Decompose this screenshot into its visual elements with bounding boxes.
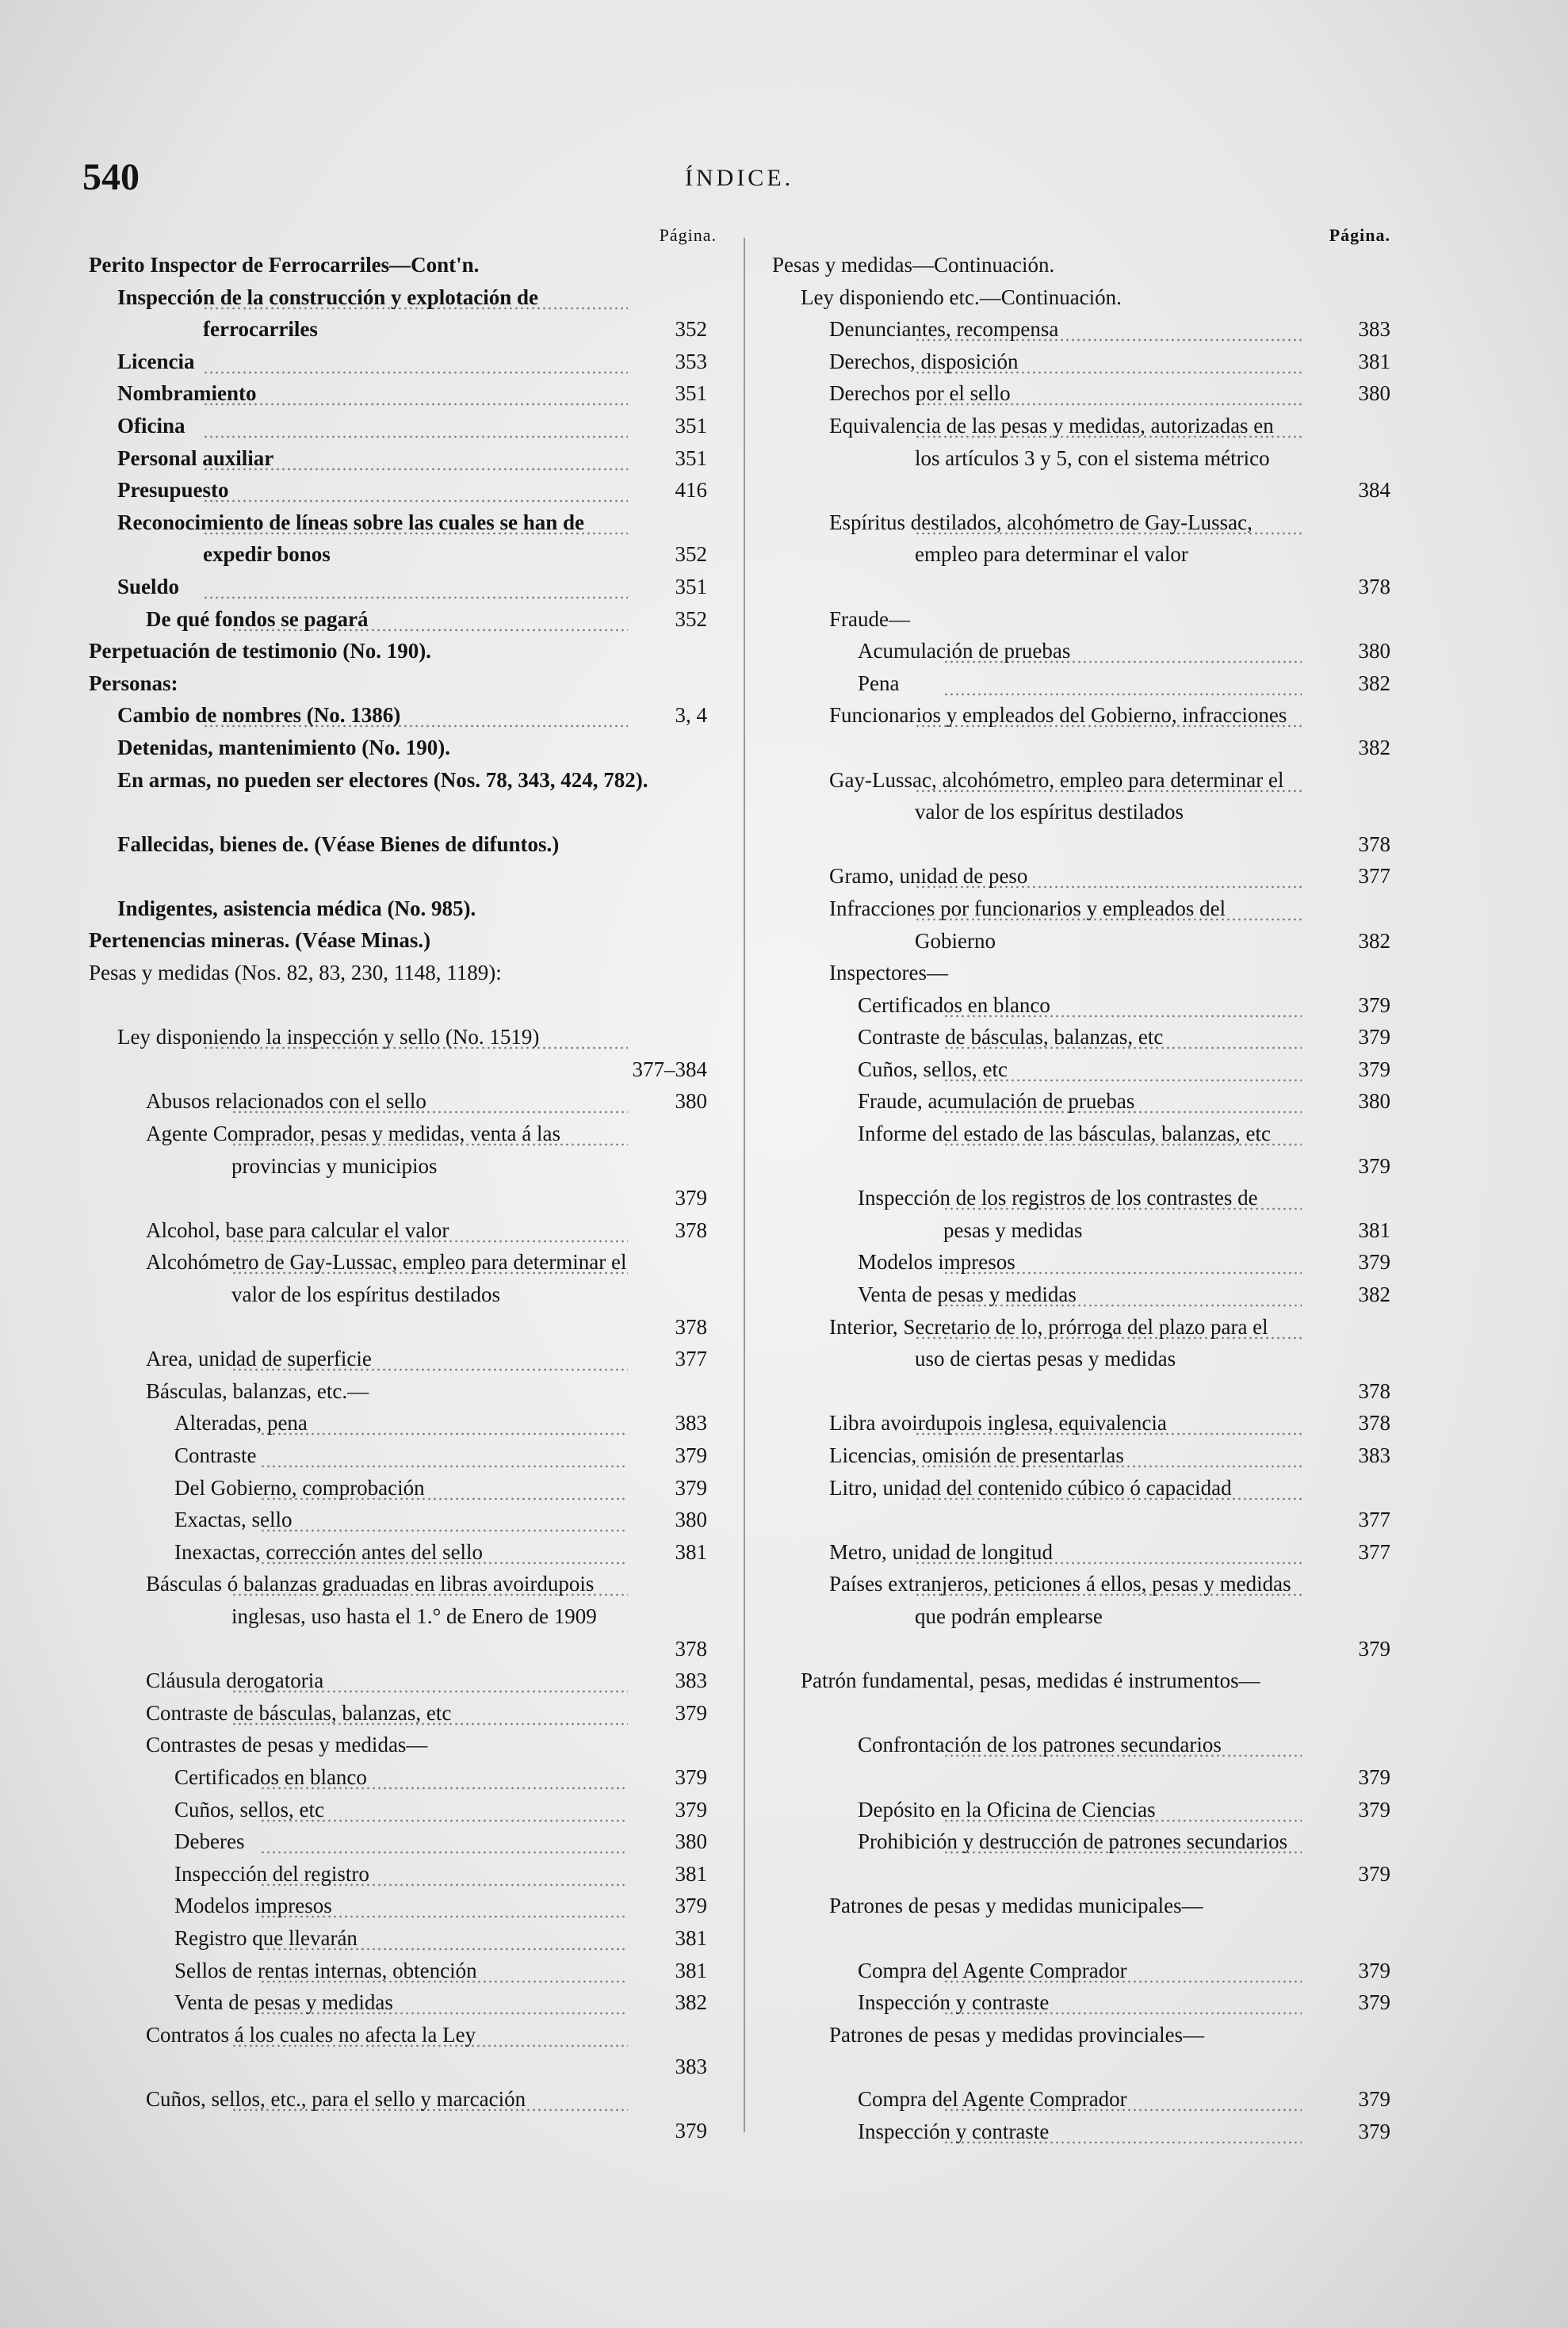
index-entry-page: 379: [1358, 1861, 1390, 1886]
index-entry: [89, 1955, 717, 1987]
index-entry-page: 379: [1358, 1797, 1390, 1821]
index-entry-text: Equivalencia de las pesas y medidas, autorizadas en los artículos 3 y 5, con el sistema métrico: [915, 410, 1302, 474]
index-entry: [89, 1890, 717, 1922]
index-entry-page: 379: [675, 1186, 707, 1210]
index-entry: [89, 1697, 717, 1730]
index-entry-text: Nombramiento: [203, 377, 628, 410]
index-entry-text: Cuños, sellos, etc: [943, 1053, 1302, 1086]
index-entry-text: Inspección de los registros de los contrastes de pesas y medidas: [943, 1182, 1302, 1246]
index-entry-text: Personas:: [89, 671, 178, 695]
index-entry: [772, 989, 1390, 1022]
index-entry-text: Indigentes, asistencia médica (No. 985).: [117, 896, 476, 920]
index-entry-page: 352: [675, 606, 707, 631]
index-entry: [89, 1085, 717, 1118]
index-entry-text: Derechos, disposición: [915, 346, 1302, 378]
index-entry-text: Derechos por el sello: [915, 377, 1302, 410]
index-entry-text: Informe del estado de las básculas, balanzas, etc: [943, 1118, 1302, 1150]
index-entry: [89, 1214, 717, 1247]
index-entry-text: Abusos relacionados con el sello: [231, 1085, 628, 1118]
index-entry-text: Certificados en blanco: [943, 989, 1302, 1022]
index-entry-text: Confrontación de los patrones secundarios: [943, 1729, 1302, 1761]
index-entry: [89, 1761, 717, 1794]
index-entry-page: 379: [675, 1700, 707, 1725]
index-entry: [89, 1986, 717, 2019]
index-entry-page: 377: [675, 1347, 707, 1371]
index-entry-page: 379: [1358, 1153, 1390, 1178]
index-entry: [89, 2019, 717, 2083]
index-entry-page: 379: [1358, 1250, 1390, 1275]
index-entry-page: 379: [675, 1475, 707, 1500]
index-entry-page: 381: [1358, 1218, 1390, 1242]
index-entry-page: 381: [1358, 349, 1390, 373]
index-entry: [89, 571, 717, 603]
index-entry-page: 379: [1358, 992, 1390, 1017]
index-entry: [89, 2083, 717, 2147]
index-entry-page: 379: [675, 1894, 707, 1918]
index-entry: [89, 346, 717, 378]
column-heading-right: Página.: [1329, 225, 1390, 245]
index-entry-page: 383: [1358, 1443, 1390, 1468]
index-entry-page: 380: [1358, 381, 1390, 406]
index-entry-page: 382: [1358, 671, 1390, 695]
index-entry-text: Patrones de pesas y medidas municipales—: [829, 1894, 1203, 1918]
index-entry: [772, 860, 1390, 893]
index-entry-page: 381: [675, 1861, 707, 1886]
index-entry-text: Espíritus destilados, alcohómetro de Gay-Lussac, empleo para determinar el valor: [915, 507, 1302, 571]
index-entry: [772, 1794, 1390, 1826]
index-entry-text: Alteradas, pena: [260, 1407, 628, 1439]
index-entry-text: Perito Inspector de Ferrocarriles—Cont'n.: [89, 253, 480, 277]
index-entry: [89, 1504, 717, 1536]
index-entry-page: 379: [675, 1764, 707, 1789]
index-entry-text: Ley disponiendo la inspección y sello (No. 1519): [203, 1021, 628, 1053]
index-entry: [89, 410, 717, 442]
page-title: ÍNDICE.: [685, 165, 794, 191]
index-entry: [772, 1311, 1390, 1408]
index-entry-text: Pesas y medidas—Continuación.: [772, 253, 1055, 277]
index-entry: [89, 1665, 717, 1697]
index-entry-page: 3, 4: [675, 703, 707, 728]
index-entry-page: 416: [675, 478, 707, 503]
index-entry-text: Inspección y contraste: [943, 1986, 1302, 2019]
index-entry-page: 380: [1358, 1089, 1390, 1114]
index-entry-text: Del Gobierno, comprobación: [260, 1472, 628, 1504]
index-entry-text: Venta de pesas y medidas: [260, 1986, 628, 2019]
index-entry-text: Contraste de básculas, balanzas, etc: [943, 1021, 1302, 1053]
index-entry: [772, 1053, 1390, 1086]
index-entry-text: Inexactas, corrección antes del sello: [260, 1536, 628, 1569]
index-entry: [89, 1375, 717, 1408]
index-entry: [772, 603, 1390, 636]
index-entry-page: 377: [1358, 1508, 1390, 1532]
column-divider: [744, 238, 745, 2132]
index-entry-text: Detenidas, mantenimiento (No. 190).: [117, 735, 450, 759]
index-entry-page: 352: [675, 317, 707, 342]
index-entry-text: Litro, unidad del contenido cúbico ó capacidad: [915, 1472, 1302, 1504]
index-entry-text: Básculas ó balanzas graduadas en libras avoirdupois inglesas, uso hasta el 1.° de Enero de 1909: [231, 1568, 628, 1632]
index-entry: [772, 764, 1390, 861]
index-entry: [89, 764, 717, 828]
page-number: 540: [82, 156, 140, 198]
index-entry-page: 380: [675, 1508, 707, 1532]
index-entry: [772, 635, 1390, 667]
index-entry-text: Denunciantes, recompensa: [915, 313, 1302, 346]
index-entry-text: Inspección y contraste: [943, 2116, 1302, 2148]
index-entry-page: 379: [1358, 1958, 1390, 1982]
index-entry-text: Países extranjeros, peticiones á ellos, pesas y medidas que podrán emplearse: [915, 1568, 1302, 1632]
index-entry: [89, 957, 717, 1021]
index-entry-text: Registro que llevarán: [260, 1922, 628, 1955]
index-entry-text: Venta de pesas y medidas: [943, 1279, 1302, 1311]
index-entry: [89, 1825, 717, 1858]
index-entry-text: Licencia: [203, 346, 628, 378]
index-entry: [772, 249, 1390, 281]
index-entry: [89, 699, 717, 732]
index-entry: [89, 1536, 717, 1569]
index-entry-page: 351: [675, 445, 707, 470]
index-entry-text: Agente Comprador, pesas y medidas, venta á las provincias y municipios: [231, 1118, 628, 1182]
index-entry: [772, 1085, 1390, 1118]
index-entry: [89, 281, 717, 346]
index-entry-page: 379: [1358, 1057, 1390, 1081]
index-entry-text: Contraste: [260, 1439, 628, 1472]
index-column-left: [89, 225, 717, 2147]
index-entry-text: Alcohol, base para calcular el valor: [231, 1214, 628, 1247]
index-entry-page: 377–384: [632, 1057, 707, 1081]
index-entry-text: Certificados en blanco: [260, 1761, 628, 1794]
index-entry-text: Infracciones por funcionarios y empleados del Gobierno: [915, 893, 1302, 957]
index-entry-page: 378: [675, 1636, 707, 1661]
index-entry: [89, 1794, 717, 1826]
index-entry-page: 380: [1358, 639, 1390, 663]
index-entry-text: Area, unidad de superficie: [231, 1343, 628, 1375]
index-entry-page: 378: [1358, 831, 1390, 856]
index-entry: [89, 442, 717, 475]
index-entry-text: Modelos impresos: [943, 1246, 1302, 1279]
index-entry-text: Básculas, balanzas, etc.—: [146, 1378, 369, 1403]
index-entry-page: 381: [675, 1539, 707, 1564]
index-entry-page: 380: [675, 1829, 707, 1854]
index-entry-text: Deberes: [260, 1825, 628, 1858]
index-entry-text: Libra avoirdupois inglesa, equivalencia: [915, 1407, 1302, 1439]
index-entry: [89, 1246, 717, 1343]
index-entry-page: 379: [675, 2119, 707, 2143]
index-entry-page: 353: [675, 349, 707, 373]
index-entry: [772, 1955, 1390, 1987]
index-entry-text: Fallecidas, bienes de. (Véase Bienes de difuntos.): [117, 831, 560, 856]
index-entry-page: 377: [1358, 864, 1390, 889]
index-entry-text: Cuños, sellos, etc: [260, 1794, 628, 1826]
index-entry: [89, 667, 717, 700]
index-entry-text: Inspección del registro: [260, 1858, 628, 1890]
index-entry-text: Exactas, sello: [260, 1504, 628, 1536]
index-entry-page: 379: [675, 1443, 707, 1467]
index-entry-text: Cuños, sellos, etc., para el sello y marcación: [231, 2083, 628, 2116]
index-entry-page: 382: [1358, 735, 1390, 759]
index-entry: [89, 474, 717, 507]
index-entry: [772, 699, 1390, 763]
index-entry-text: Presupuesto: [203, 474, 628, 507]
index-entry-page: 379: [1358, 1025, 1390, 1049]
index-entry-text: Pertenencias mineras. (Véase Minas.): [89, 928, 431, 953]
index-entry-page: 379: [675, 1797, 707, 1821]
index-entry: [772, 1665, 1390, 1729]
index-entry-text: Fraude—: [829, 606, 910, 631]
index-entry-text: De qué fondos se pagará: [231, 603, 628, 636]
index-entry: [772, 1986, 1390, 2019]
index-entry: [89, 1439, 717, 1472]
index-entry: [772, 1407, 1390, 1439]
index-entry-text: En armas, no pueden ser electores (Nos. 78, 343, 424, 782).: [117, 767, 648, 792]
index-entry: [772, 1021, 1390, 1053]
index-entry-page: 382: [675, 1990, 707, 2015]
index-entry: [89, 1118, 717, 1214]
index-entry: [89, 828, 717, 893]
index-entry: [772, 667, 1390, 700]
index-entry-text: Gay-Lussac, alcohómetro, empleo para determinar el valor de los espíritus destilados: [915, 764, 1302, 828]
index-entry-page: 351: [675, 381, 707, 406]
index-entry-page: 382: [1358, 1283, 1390, 1307]
column-heading-left: Página.: [659, 225, 717, 245]
index-entry-text: Depósito en la Oficina de Ciencias: [943, 1794, 1302, 1826]
index-entry-text: Perpetuación de testimonio (No. 190).: [89, 639, 431, 663]
index-entry: [772, 507, 1390, 603]
index-entry: [89, 1407, 717, 1439]
index-entry: [89, 635, 717, 667]
index-entry-text: Contrastes de pesas y medidas—: [146, 1733, 428, 1757]
index-entry-page: 379: [1358, 1764, 1390, 1789]
index-entry-text: Inspectores—: [829, 961, 948, 985]
index-entry-page: 378: [1358, 1378, 1390, 1403]
index-entry-page: 382: [1358, 928, 1390, 953]
index-entry-text: Contratos á los cuales no afecta la Ley: [231, 2019, 628, 2051]
index-entry-page: 378: [1358, 574, 1390, 598]
index-entry-text: Pesas y medidas (Nos. 82, 83, 230, 1148, 1189):: [89, 961, 502, 985]
index-entry: [772, 1439, 1390, 1472]
index-entry: [772, 1568, 1390, 1665]
index-entry-page: 379: [1358, 2086, 1390, 2111]
index-entry-page: 379: [1358, 1990, 1390, 2015]
index-entry-text: Inspección de la construcción y explotación de ferrocarriles: [203, 281, 628, 346]
index-entry-page: 378: [675, 1218, 707, 1242]
index-entry: [772, 281, 1390, 314]
index-entry-text: Metro, unidad de longitud: [915, 1536, 1302, 1569]
index-entries-right: [772, 249, 1390, 2147]
index-entry-page: 378: [1358, 1411, 1390, 1435]
index-entry: [89, 1729, 717, 1761]
index-entry-page: 352: [675, 542, 707, 567]
index-entry-page: 384: [1358, 478, 1390, 503]
index-entry-text: Ley disponiendo etc.—Continuación.: [801, 285, 1122, 309]
index-entry: [772, 313, 1390, 346]
index-entry: [772, 346, 1390, 378]
index-entry-text: Licencias, omisión de presentarlas: [915, 1439, 1302, 1472]
index-entry: [772, 1472, 1390, 1536]
index-entry: [772, 410, 1390, 507]
index-entry-text: Compra del Agente Comprador: [943, 1955, 1302, 1987]
index-entry: [772, 893, 1390, 957]
index-entry-text: Prohibición y destrucción de patrones secundarios: [943, 1825, 1302, 1858]
index-entry: [772, 2116, 1390, 2148]
index-entry: [89, 893, 717, 925]
index-entry: [89, 377, 717, 410]
index-entry-page: 379: [1358, 1636, 1390, 1661]
index-entry-page: 383: [675, 1669, 707, 1693]
index-entry: [772, 1890, 1390, 1954]
index-entry-text: Sellos de rentas internas, obtención: [260, 1955, 628, 1987]
index-entry-page: 381: [675, 1958, 707, 1982]
index-entry: [89, 1343, 717, 1375]
index-entry-page: 383: [675, 1411, 707, 1435]
index-entry-text: Cláusula derogatoria: [231, 1665, 628, 1697]
index-entry: [89, 249, 717, 281]
index-entry: [89, 1021, 717, 1085]
index-entry-page: 351: [675, 574, 707, 598]
index-entry-text: Reconocimiento de líneas sobre las cuales se han de expedir bonos: [203, 507, 628, 571]
index-entry-page: 351: [675, 413, 707, 438]
index-entry-text: Interior, Secretario de lo, prórroga del plazo para el uso de ciertas pesas y medidas: [915, 1311, 1302, 1375]
index-entry-page: 381: [675, 1925, 707, 1950]
page-header: [82, 155, 1509, 203]
index-entry: [89, 1922, 717, 1955]
index-entry-page: 378: [675, 1314, 707, 1339]
index-entry-text: Modelos impresos: [260, 1890, 628, 1922]
index-column-right: [772, 225, 1390, 2147]
index-entry: [772, 1279, 1390, 1311]
index-entry: [89, 924, 717, 957]
index-entry: [89, 1858, 717, 1890]
index-entries-left: [89, 249, 717, 2147]
index-entry-text: Personal auxiliar: [203, 442, 628, 475]
index-entry: [89, 507, 717, 571]
index-entry-page: 379: [1358, 2119, 1390, 2143]
index-entry-text: Funcionarios y empleados del Gobierno, infracciones: [915, 699, 1302, 732]
index-entry: [772, 1182, 1390, 1246]
index-entry-text: Alcohómetro de Gay-Lussac, empleo para determinar el valor de los espíritus destilados: [231, 1246, 628, 1310]
index-entry: [89, 732, 717, 764]
index-entry-text: Acumulación de pruebas: [943, 635, 1302, 667]
index-entry-page: 380: [675, 1089, 707, 1114]
index-entry: [772, 1729, 1390, 1793]
index-entry-text: Patrones de pesas y medidas provinciales—: [829, 2022, 1205, 2047]
index-entry-page: 377: [1358, 1539, 1390, 1564]
index-entry: [89, 603, 717, 636]
index-entry: [772, 377, 1390, 410]
index-entry-text: Patrón fundamental, pesas, medidas é instrumentos—: [801, 1669, 1260, 1693]
index-entry-text: Contraste de básculas, balanzas, etc: [231, 1697, 628, 1730]
index-entry-page: 383: [675, 2055, 707, 2079]
index-entry-page: 383: [1358, 317, 1390, 342]
index-entry-text: Fraude, acumulación de pruebas: [943, 1085, 1302, 1118]
index-entry: [772, 2083, 1390, 2116]
index-entry: [772, 1118, 1390, 1182]
index-entry: [772, 1246, 1390, 1279]
index-entry: [772, 957, 1390, 989]
index-entry-text: Pena: [943, 667, 1302, 700]
index-entry: [89, 1472, 717, 1504]
index-entry-text: Sueldo: [203, 571, 628, 603]
index-entry: [89, 1568, 717, 1665]
index-entry: [772, 1825, 1390, 1890]
index-entry-text: Cambio de nombres (No. 1386): [203, 699, 628, 732]
index-entry-text: Oficina: [203, 410, 628, 442]
index-entry: [772, 2019, 1390, 2083]
index-entry: [772, 1536, 1390, 1569]
index-entry-text: Compra del Agente Comprador: [943, 2083, 1302, 2116]
index-entry-text: Gramo, unidad de peso: [915, 860, 1302, 893]
